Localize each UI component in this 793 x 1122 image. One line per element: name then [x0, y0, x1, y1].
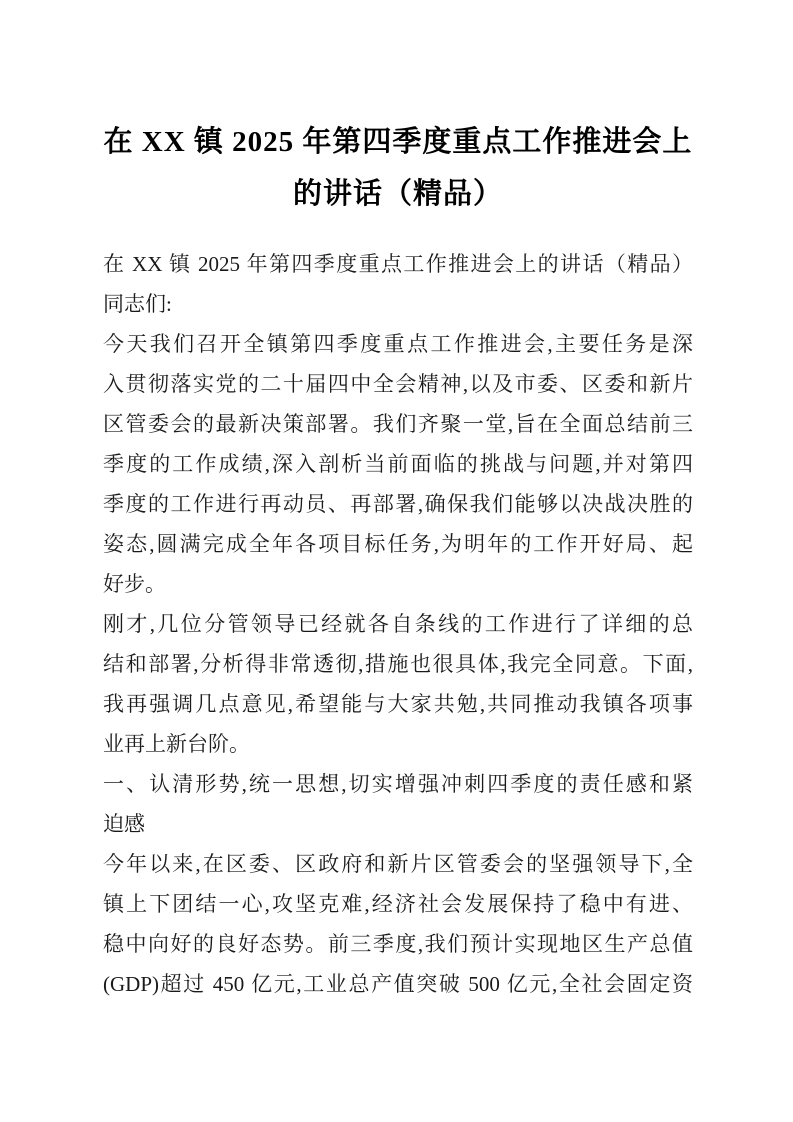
body-line: 镇上下团结一心,攻坚克难,经济社会发展保持了稳中有进、 [103, 892, 693, 916]
body-line: 区管委会的最新决策部署。我们齐聚一堂,旨在全面总结前三 [103, 412, 693, 436]
document-title-line-2: 的讲话（精品） [292, 178, 503, 210]
body-line: 在 XX 镇 2025 年第四季度重点工作推进会上的讲话（精品） [103, 252, 693, 276]
body-line: 今天我们召开全镇第四季度重点工作推进会,主要任务是深 [103, 332, 693, 356]
document-title [103, 116, 693, 220]
body-line: 入贯彻落实党的二十届四中全会精神,以及市委、区委和新片 [103, 372, 693, 396]
body-line: 稳中向好的良好态势。前三季度,我们预计实现地区生产总值 [103, 932, 693, 956]
document-title-line-1: 在 XX 镇 2025 年第四季度重点工作推进会上 [103, 126, 693, 158]
body-line: 我再强调几点意见,希望能与大家共勉,共同推动我镇各项事 [103, 692, 693, 716]
body-line: 姿态,圆满完成全年各项目标任务,为明年的工作开好局、起 [103, 532, 693, 556]
body-line: 同志们: [103, 292, 172, 316]
body-line: 好步。 [103, 572, 166, 596]
body-line: 刚才,几位分管领导已经就各自条线的工作进行了详细的总 [103, 612, 693, 636]
body-line: 今年以来,在区委、区政府和新片区管委会的坚强领导下,全 [103, 852, 693, 876]
body-line: (GDP)超过 450 亿元,工业总产值突破 500 亿元,全社会固定资 [103, 972, 693, 996]
document-body [103, 244, 693, 1004]
body-line: 季度的工作进行再动员、再部署,确保我们能够以决战决胜的 [103, 492, 693, 516]
body-line: 业再上新台阶。 [103, 732, 250, 756]
body-line: 迫感 [103, 812, 145, 836]
document-content [103, 0, 693, 1004]
body-line: 结和部署,分析得非常透彻,措施也很具体,我完全同意。下面, [103, 652, 693, 676]
body-line: 季度的工作成绩,深入剖析当前面临的挑战与问题,并对第四 [103, 452, 693, 476]
body-line: 一、认清形势,统一思想,切实增强冲刺四季度的责任感和紧 [103, 772, 693, 796]
